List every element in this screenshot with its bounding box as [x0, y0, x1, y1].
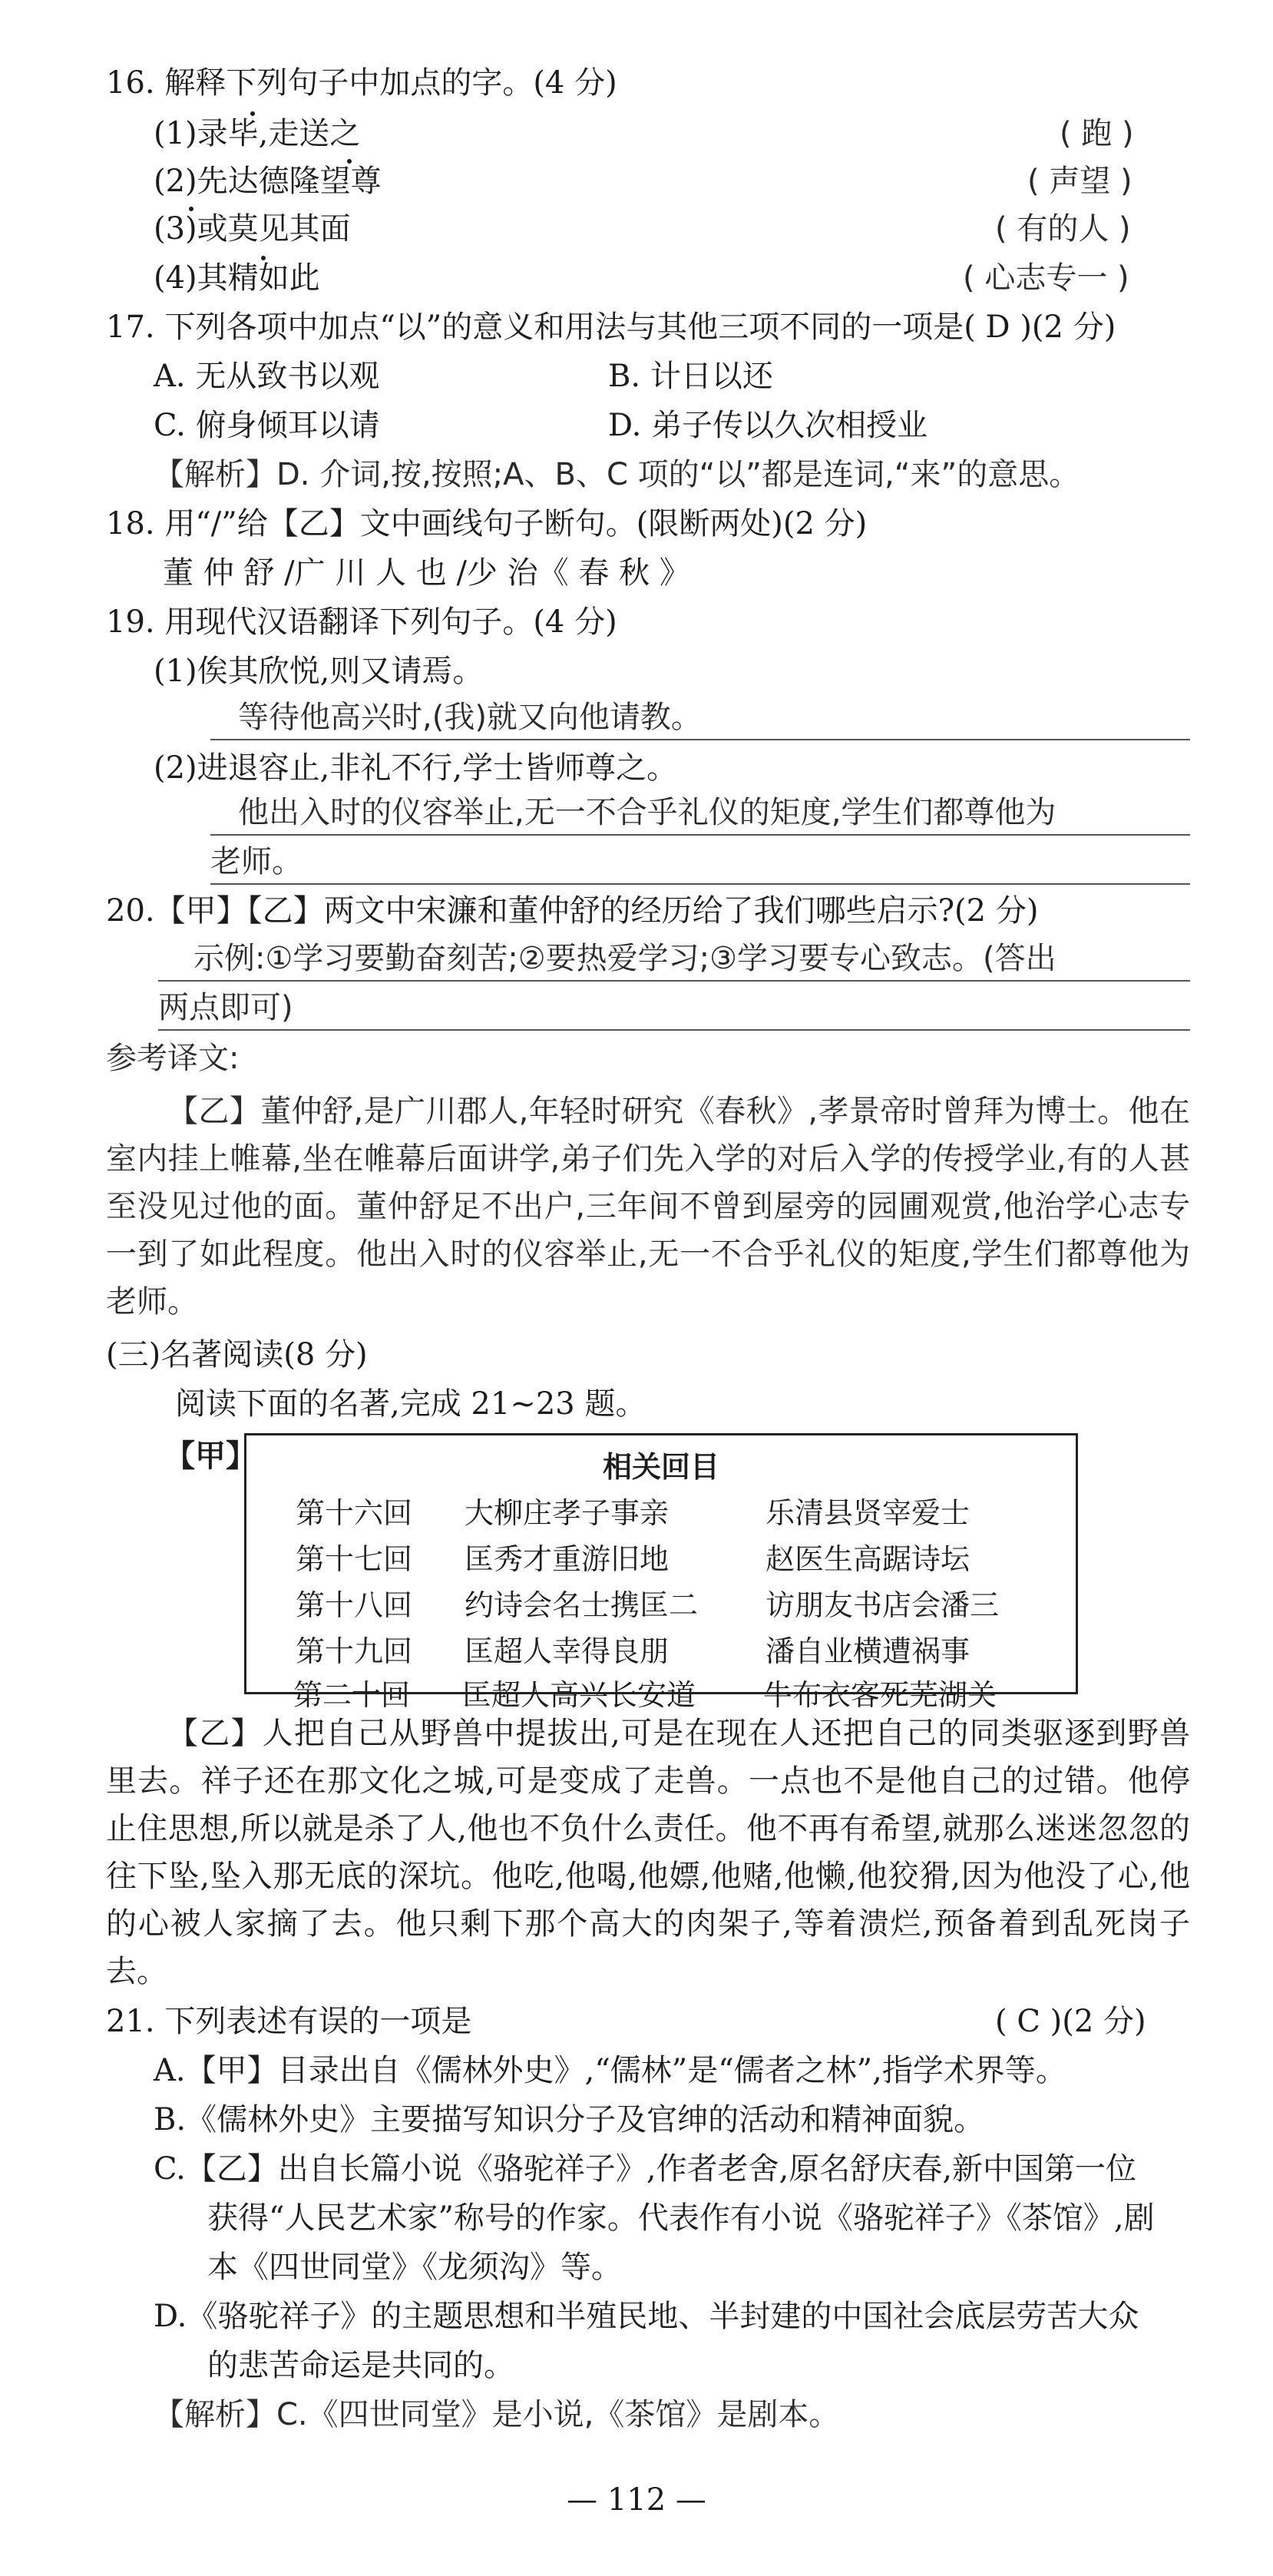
q17-title: 17. 下列各项中加点“以”的意义和用法与其他三项不同的一项是( D )(2 分) — [106, 310, 1116, 345]
chapter-number: 第十九回 — [296, 1634, 413, 1668]
q16-answer-1: ( 跑 ) — [1060, 116, 1134, 151]
q19-answer-2-line-1: 他出入时的仪容举止,无一不合乎礼仪的矩度,学生们都尊他为 — [238, 795, 1056, 830]
table-title: 相关回目 — [602, 1450, 719, 1484]
chapter-title-b: 赵医生高踞诗坛 — [765, 1542, 970, 1576]
answer-line — [210, 739, 1190, 740]
q18-answer: 董 仲 舒 /广 川 人 也 /少 治《 春 秋 》 — [163, 555, 690, 591]
emphasis-dot — [250, 111, 255, 116]
q21-option-a: A.【甲】目录出自《儒林外史》,“儒林”是“儒者之林”,指学术界等。 — [154, 2053, 1066, 2088]
chapter-title-a: 大柳庄孝子事亲 — [465, 1496, 670, 1530]
q17-analysis: 【解析】D. 介词,按,按照;A、B、C 项的“以”都是连词,“来”的意思。 — [154, 457, 1080, 492]
section3-heading: (三)名著阅读(8 分) — [106, 1337, 368, 1372]
q21-title: 21. 下列表述有误的一项是 — [106, 2004, 472, 2039]
q19-sentence-2: (2)进退容止,非礼不行,学士皆师尊之。 — [154, 750, 678, 786]
q19-answer-2-line-2: 老师。 — [210, 844, 303, 879]
q18-title: 18. 用“/”给【乙】文中画线句子断句。(限断两处)(2 分) — [106, 506, 868, 541]
q20-title: 20.【甲】【乙】两文中宋濂和董仲舒的经历给了我们哪些启示?(2 分) — [106, 893, 1039, 929]
q21-option-c-line-3: 本《四世同堂》《龙须沟》等。 — [207, 2250, 622, 2285]
reference-heading: 参考译文: — [106, 1041, 240, 1076]
chapter-title-b: 牛布衣客死芜湖关 — [763, 1678, 997, 1712]
chapter-title-b: 乐清县贤宰爱士 — [765, 1496, 970, 1530]
answer-line — [210, 834, 1190, 836]
section3-intro: 阅读下面的名著,完成 21~23 题。 — [175, 1386, 646, 1422]
page-number: — 112 — — [567, 2482, 706, 2518]
emphasis-dot — [347, 159, 352, 164]
emphasis-dot — [189, 207, 193, 211]
chapter-table — [244, 1433, 1078, 1694]
chapter-number: 第十六回 — [296, 1496, 413, 1530]
chapter-title-b: 潘自业横遭祸事 — [765, 1634, 970, 1668]
q21-option-c-line-1: C.【乙】出自长篇小说《骆驼祥子》,作者老舍,原名舒庆春,新中国第一位 — [154, 2151, 1137, 2187]
reference-text: 【乙】董仲舒,是广川郡人,年轻时研究《春秋》,孝景帝时曾拜为博士。他在室内挂上帷幕,坐在帷幕后面讲学,弟子们先入学的对后入学的传授学业,有的人甚至没见过他的面。董仲舒足不出户,三年间不曾到屋旁的园圃观赏,他治学心志专一到了如此程度。他出入时的仪容举止,无一不合乎礼仪的矩度,学生们都尊他为老师。 — [106, 1094, 1190, 1319]
q16-item-2: (2)先达德隆望尊 — [154, 164, 382, 199]
chapter-number: 第二十回 — [293, 1678, 411, 1712]
q16-answer-4: ( 心志专一 ) — [963, 260, 1129, 296]
answer-line — [158, 1029, 1190, 1031]
q16-item-1: (1)录毕,走送之 — [154, 116, 361, 151]
q21-analysis: 【解析】C.《四世同堂》是小说,《茶馆》是剧本。 — [154, 2397, 840, 2432]
q21-option-c-line-2: 获得“人民艺术家”称号的作家。代表作有小说《骆驼祥子》《茶馆》,剧 — [207, 2200, 1155, 2236]
q16-item-4: (4)其精如此 — [154, 260, 320, 296]
chapter-title-a: 匡秀才重游旧地 — [465, 1542, 670, 1576]
chapter-title-a: 约诗会名士携匡二 — [465, 1588, 699, 1622]
q17-option-c: C. 俯身倾耳以请 — [154, 408, 380, 443]
q21-option-d-line-1: D.《骆驼祥子》的主题思想和半殖民地、半封建的中国社会底层劳苦大众 — [154, 2299, 1139, 2334]
yi-passage: 【乙】人把自己从野兽中提拔出,可是在现在人还把自己的同类驱逐到野兽里去。祥子还在那文化之城,可是变成了走兽。一点也不是他自己的过错。他停止住思想,所以就是杀了人,他也不负什么责任。他不再有希望,就那么迷迷忽忽的往下坠,坠入那无底的深坑。他吃,他喝,他嫖,他赌,他懒,他狡猾,因为他没了心,他的心被人家摘了去。他只剩下那个高大的肉架子,等着溃烂,预备着到乱死岗子去。 — [106, 1716, 1190, 1989]
q21-answer: ( C )(2 分) — [995, 2004, 1146, 2039]
q16-answer-2: ( 声望 ) — [1027, 164, 1132, 199]
emphasis-dot — [261, 256, 266, 260]
chapter-title-b: 访朋友书店会潘三 — [765, 1588, 1000, 1622]
q17-option-b: B. 计日以还 — [608, 359, 773, 394]
jia-label: 【甲】 — [164, 1438, 256, 1474]
chapter-title-a: 匡超人高兴长安道 — [462, 1678, 696, 1712]
q16-answer-3: ( 有的人 ) — [995, 211, 1131, 247]
q21-option-b: B.《儒林外史》主要描写知识分子及官绅的活动和精神面貌。 — [154, 2102, 985, 2137]
q20-answer-line-2: 两点即可) — [158, 990, 293, 1025]
q19-answer-1: 等待他高兴时,(我)就又向他请教。 — [238, 700, 702, 735]
q21-option-d-line-2: 的悲苦命运是共同的。 — [207, 2348, 514, 2383]
answer-line — [210, 883, 1190, 885]
q19-sentence-1: (1)俟其欣悦,则又请焉。 — [154, 654, 484, 689]
answer-line — [158, 980, 1190, 982]
q16-item-3: (3)或莫见其面 — [154, 211, 351, 247]
q17-option-d: D. 弟子传以久次相授业 — [608, 408, 928, 443]
chapter-number: 第十七回 — [296, 1542, 413, 1576]
chapter-title-a: 匡超人幸得良朋 — [465, 1634, 670, 1668]
q20-answer-line-1: 示例:①学习要勤奋刻苦;②要热爱学习;③学习要专心致志。(答出 — [193, 941, 1056, 976]
chapter-number: 第十八回 — [296, 1588, 413, 1622]
q19-title: 19. 用现代汉语翻译下列句子。(4 分) — [106, 604, 617, 640]
q17-option-a: A. 无从致书以观 — [154, 359, 380, 394]
q16-title: 16. 解释下列句子中加点的字。(4 分) — [106, 65, 617, 101]
